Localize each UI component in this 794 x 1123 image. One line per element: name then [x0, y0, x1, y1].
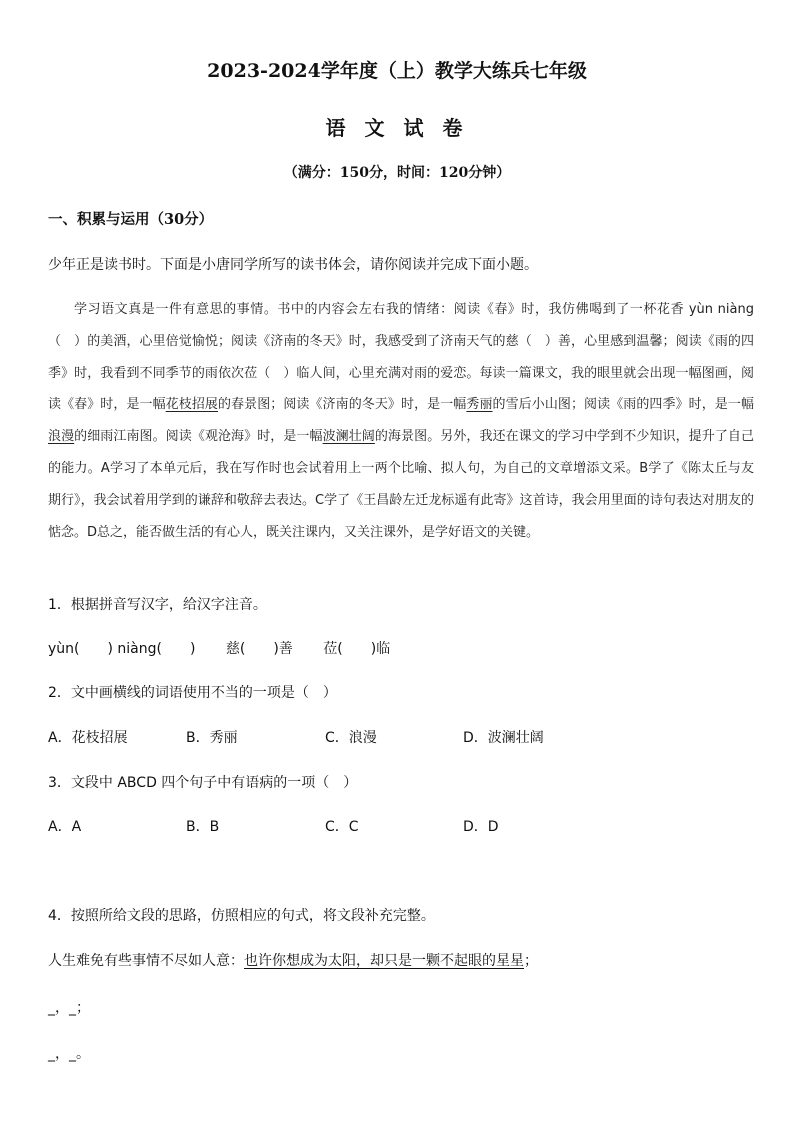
answer-blank-1[interactable]: _，_； [48, 1000, 90, 1016]
pinyin-blank[interactable]: 慈( )善 [225, 641, 293, 657]
question-2-option[interactable]: A．花枝招展 [48, 730, 128, 746]
section-intro: 少年正是读书时。下面是小唐同学所写的读书体会，请你阅读并完成下面小题。 [48, 257, 538, 273]
question-2-stem: 2．文中画横线的词语使用不当的一项是（ ） [48, 685, 337, 701]
passage-text: 的雪后小山图；阅读《雨的四季》时，是一幅 [492, 397, 754, 413]
answer-blank-2[interactable]: _，_。 [48, 1046, 90, 1062]
example-sentence: 也许你想成为太阳，却只是一颗不起眼的星星 [244, 953, 524, 969]
underlined-term: 秀丽 [466, 397, 493, 413]
question-1-blanks [48, 638, 416, 658]
exam-subtitle: 语 文 试 卷 [325, 116, 469, 140]
reading-passage [48, 294, 754, 548]
question-3-option[interactable]: B．B [186, 819, 220, 835]
passage-text: 的春景图；阅读《济南的冬天》时，是一幅 [217, 397, 467, 413]
question-4-example-line [48, 950, 538, 970]
underlined-term: 波澜壮阔 [322, 429, 375, 445]
pinyin-blank[interactable]: 莅( )临 [323, 641, 391, 657]
exam-title: 2023-2024学年度（上）教学大练兵七年级 [207, 60, 587, 82]
underlined-term: 花枝招展 [165, 397, 218, 413]
passage-text: 的海景图。另外，我还在课文的学习中学到不少知识，提升了自己的能力。A学习了本单元后，我在写作时也会试着用上一两个比喻、拟人句，为自己的文章增添文采。B学了《陈太丘与友期行》，我会试着用学到的谦辞和敬辞去表达。C学了《王昌龄左迁龙标遥有此寄》这首诗，我会用里面的诗句表达对朋友的惦念。D总之，能否做生活的有心人，既关注课内，又关注课外，是学好语文的关键。 [48, 429, 754, 540]
question-1-stem: 1．根据拼音写汉字，给汉字注音。 [48, 597, 267, 613]
pinyin-blank[interactable]: yùn( ) niàng( ) [48, 641, 196, 657]
example-end: ； [524, 953, 538, 969]
question-2-option[interactable]: B．秀丽 [186, 730, 238, 746]
passage-text: 学习语文真是一件有意思的事情。书中的内容会左右我的情绪：阅读《春》时，我仿佛喝到了一杯花香 yùn niàng（ ）的美酒，心里倍觉愉悦；阅读《济南的冬天》时，我感受到了济南天气的慈（ ）善，心里感到温馨；阅读《雨的四季》时，我看到不同季节的雨依次莅（ ）临人间，心里充满对雨的爱恋。每读一篇课文，我的眼里就会出现一幅图画，阅读《春》时，是一幅 [48, 302, 754, 413]
section-heading: 一、积累与运用（30分） [48, 211, 214, 228]
underlined-term: 浪漫 [48, 429, 75, 445]
question-2-option[interactable]: D．波澜壮阔 [463, 730, 544, 746]
question-2-option[interactable]: C．浪漫 [325, 730, 377, 746]
question-3-option[interactable]: A．A [48, 819, 82, 835]
example-lead: 人生难免有些事情不尽如人意： [48, 953, 244, 969]
score-time-line: （满分：150分，时间：120分钟） [283, 165, 511, 181]
passage-text: 的细雨江南图。阅读《观沧海》时，是一幅 [74, 429, 323, 445]
question-4-stem: 4．按照所给文段的思路，仿照相应的句式，将文段补充完整。 [48, 908, 435, 924]
question-3-stem: 3．文段中 ABCD 四个句子中有语病的一项（ ） [48, 775, 358, 791]
question-3-option[interactable]: D．D [463, 819, 499, 835]
question-3-option[interactable]: C．C [325, 819, 359, 835]
